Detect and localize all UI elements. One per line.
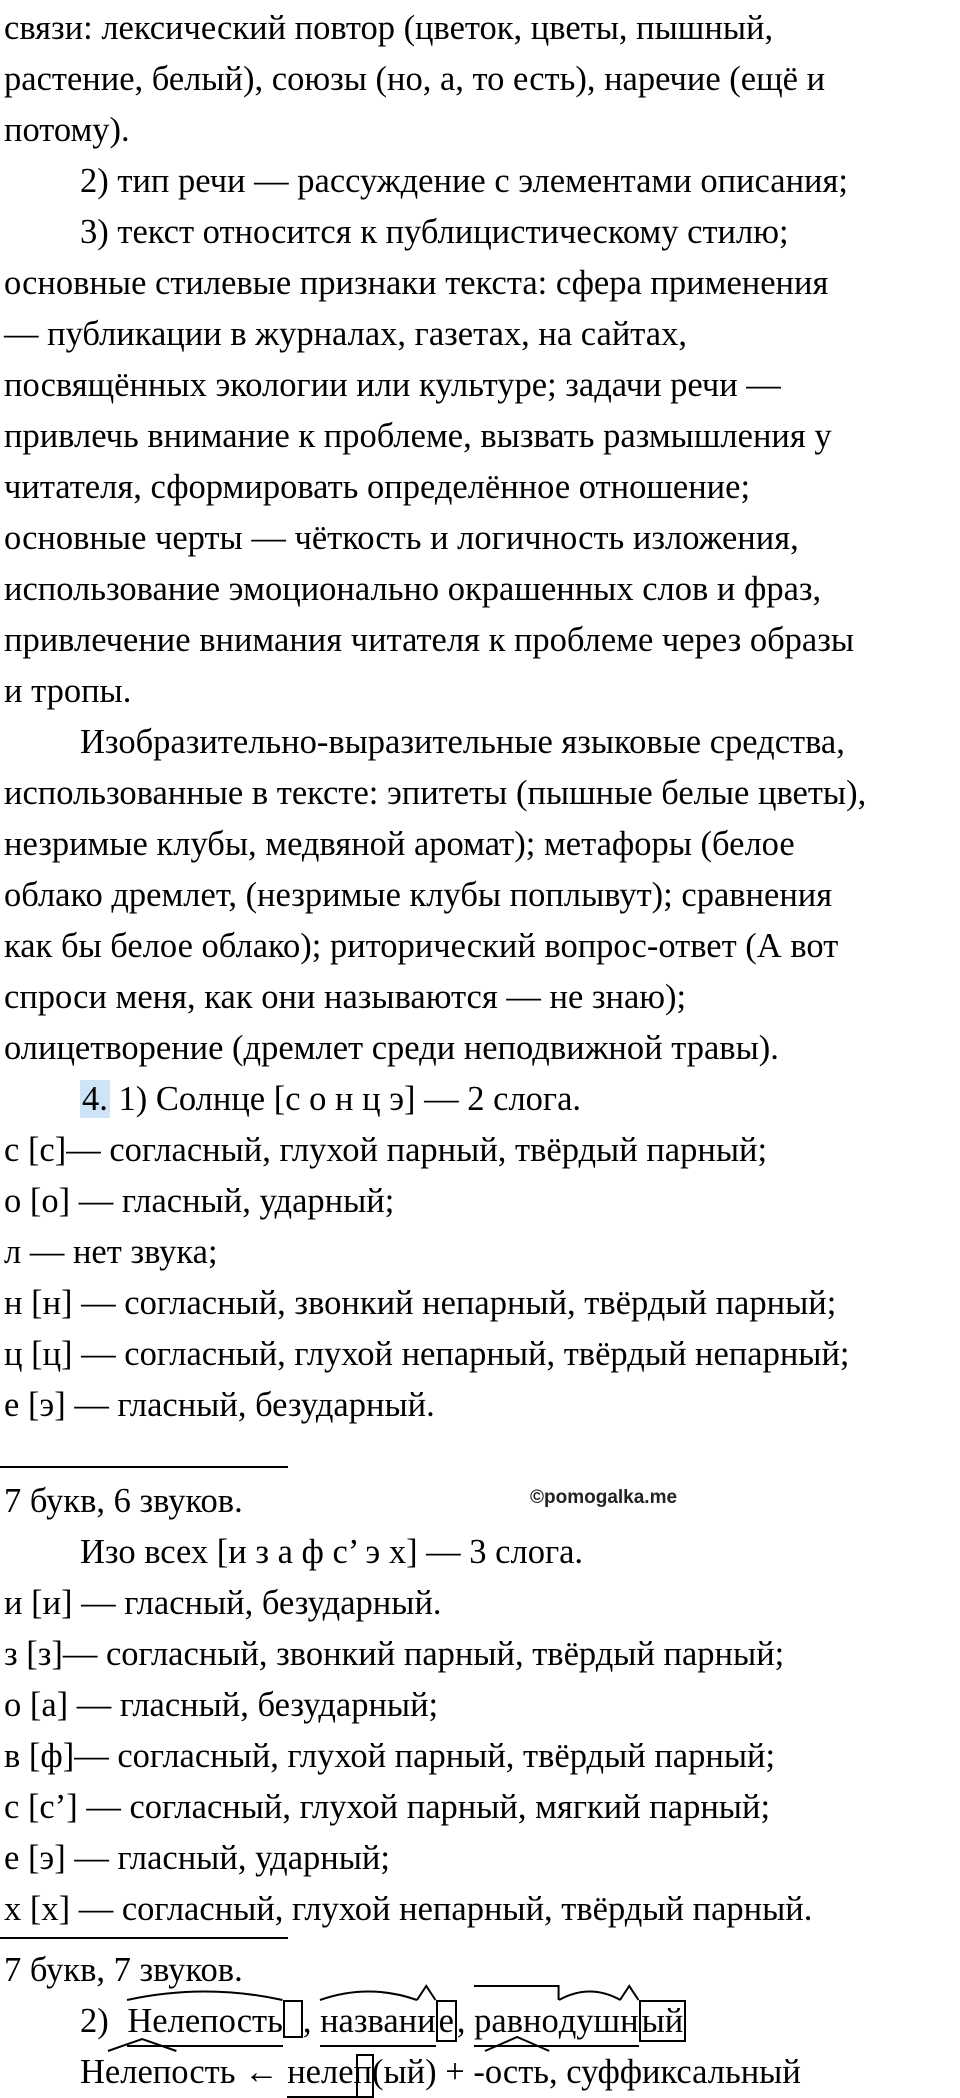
stem-mark (320, 1997, 435, 2047)
text-line: основные черты — чёткость и логичность изложения, (4, 519, 799, 557)
letter-line: л — нет звука; (4, 1233, 218, 1271)
letter-line: с [с’] — согласный, глухой парный, мягкий парный; (4, 1788, 771, 1826)
word-heading: Изо всех [и з а ф с’ э х] — 3 слога. (80, 1533, 584, 1571)
task-4-heading-text: 1) Солнце [с о н ц э] — 2 слога. (109, 1080, 582, 1118)
suffix-mark (485, 2048, 549, 2096)
text-line: 3) текст относится к публицистическому стилю; (80, 213, 789, 251)
letter-line: ц [ц] — согласный, глухой непарный, твёрдый непарный; (4, 1335, 850, 1373)
letter-line: с [с]— согласный, глухой парный, твёрдый парный; (4, 1131, 768, 1169)
text-line: растение, белый), союзы (но, а, то есть), наречие (ещё и (4, 60, 826, 98)
word-text: равно (474, 2002, 559, 2040)
text-line: потому). (4, 111, 130, 149)
method-text: , суффиксальный (549, 2053, 801, 2091)
root-mark (320, 1997, 417, 2045)
base-ending: (ый) (371, 2053, 437, 2091)
root-arc-icon (559, 1987, 620, 2001)
letter-line: о [о] — гласный, ударный; (4, 1182, 395, 1220)
letter-line: х [х] — согласный, глухой непарный, твёрдый парный. (4, 1890, 813, 1928)
letter-line: е [э] — гласный, безударный. (4, 1386, 435, 1424)
suffix-mark (620, 1997, 638, 2045)
separator-line (0, 1937, 288, 1939)
word-nelepost (127, 1997, 302, 2047)
watermark: ©pomogalka.me (530, 1487, 678, 1508)
part-number: 2) (80, 2002, 109, 2040)
text-line: основные стилевые признаки текста: сфера применения (4, 264, 829, 302)
word-text: душ (558, 2002, 621, 2040)
word-nazvanie (320, 1997, 457, 2047)
comma: , (302, 2002, 312, 2040)
separator-line (0, 1466, 288, 1468)
comma: , (456, 2002, 466, 2040)
suffix-caret-icon (417, 1985, 435, 2001)
text-line: и тропы. (4, 672, 132, 710)
zero-ending-box (283, 2000, 303, 2038)
word-text: н (620, 2002, 639, 2040)
letter-line: н [н] — согласный, звонкий непарный, твёрдый парный; (4, 1284, 837, 1322)
ending-box: е (436, 2000, 457, 2042)
text-line: посвящённых экологии или культуре; задачи речи — (4, 366, 781, 404)
text-line: использованные в тексте: эпитеты (пышные белые цветы), (4, 774, 867, 812)
base-mark (287, 2048, 372, 2098)
count-line: 7 букв, 6 звуков. (4, 1482, 243, 1520)
suffix-mark (417, 1997, 435, 2045)
base-stem: нелеп (287, 2048, 372, 2098)
stem-mark (474, 1997, 638, 2047)
prefix-mark (474, 1997, 559, 2045)
text-line: использование эмоционально окрашенных слов и фраз, (4, 570, 822, 608)
text-line: привлечение внимания читателя к проблеме через образы (4, 621, 855, 659)
stem-mark (127, 1997, 282, 2047)
letter-line: е [э] — гласный, ударный; (4, 1839, 390, 1877)
word-formation-line (80, 2048, 801, 2098)
ending-box: ый (639, 2000, 687, 2042)
text-line: Изобразительно-выразительные языковые средства, (80, 723, 845, 761)
root-mark (559, 1997, 620, 2045)
text-line: незримые клубы, медвяной аромат); метафоры (белое (4, 825, 795, 863)
text-line: — публикации в журналах, газетах, на сайтах, (4, 315, 687, 353)
task-number-highlight: 4. (82, 1080, 108, 1118)
morpheme-parse-line (80, 1997, 686, 2047)
letter-line: и [и] — гласный, безударный. (4, 1584, 442, 1622)
root-mark (127, 1997, 282, 2045)
suffix-caret-icon (620, 1985, 638, 2001)
prefix-bracket-icon (474, 1985, 559, 2001)
suffix-text: ость (484, 2053, 550, 2091)
plus-text: + - (436, 2053, 485, 2091)
count-line: 7 букв, 7 звуков. (4, 1951, 243, 1989)
text-line: олицетворение (дремлет среди неподвижной травы). (4, 1029, 779, 1067)
word-text: назван (320, 2002, 418, 2040)
text-line: читателя, сформировать определённое отношение; (4, 468, 751, 506)
letter-line: з [з]— согласный, звонкий парный, твёрдый парный; (4, 1635, 785, 1673)
word-text: Нелепость (80, 2053, 236, 2091)
text-line: связи: лексический повтор (цветок, цветы, пышный, (4, 9, 774, 47)
letter-line: о [а] — гласный, безударный; (4, 1686, 439, 1724)
analysis-word (80, 2048, 235, 2096)
task-4-heading (80, 1075, 581, 1123)
word-text: и (417, 2002, 436, 2040)
text-line: облако дремлет, (незримые клубы поплывут); сравнения (4, 876, 833, 914)
text-line: спроси меня, как они называются — не знаю); (4, 978, 687, 1016)
text-line: 2) тип речи — рассуждение с элементами описания; (80, 162, 848, 200)
letter-line: в [ф]— согласный, глухой парный, твёрдый парный; (4, 1737, 776, 1775)
word-text: Нелепость (127, 2002, 283, 2040)
arrow: ← (235, 2053, 288, 2091)
root-arc-icon (320, 1987, 417, 2001)
word-ravnodushny (474, 1997, 686, 2047)
text-line: как бы белое облако); риторический вопрос-ответ (А вот (4, 927, 839, 965)
text-line: привлечь внимание к проблеме, вызвать размышления у (4, 417, 832, 455)
